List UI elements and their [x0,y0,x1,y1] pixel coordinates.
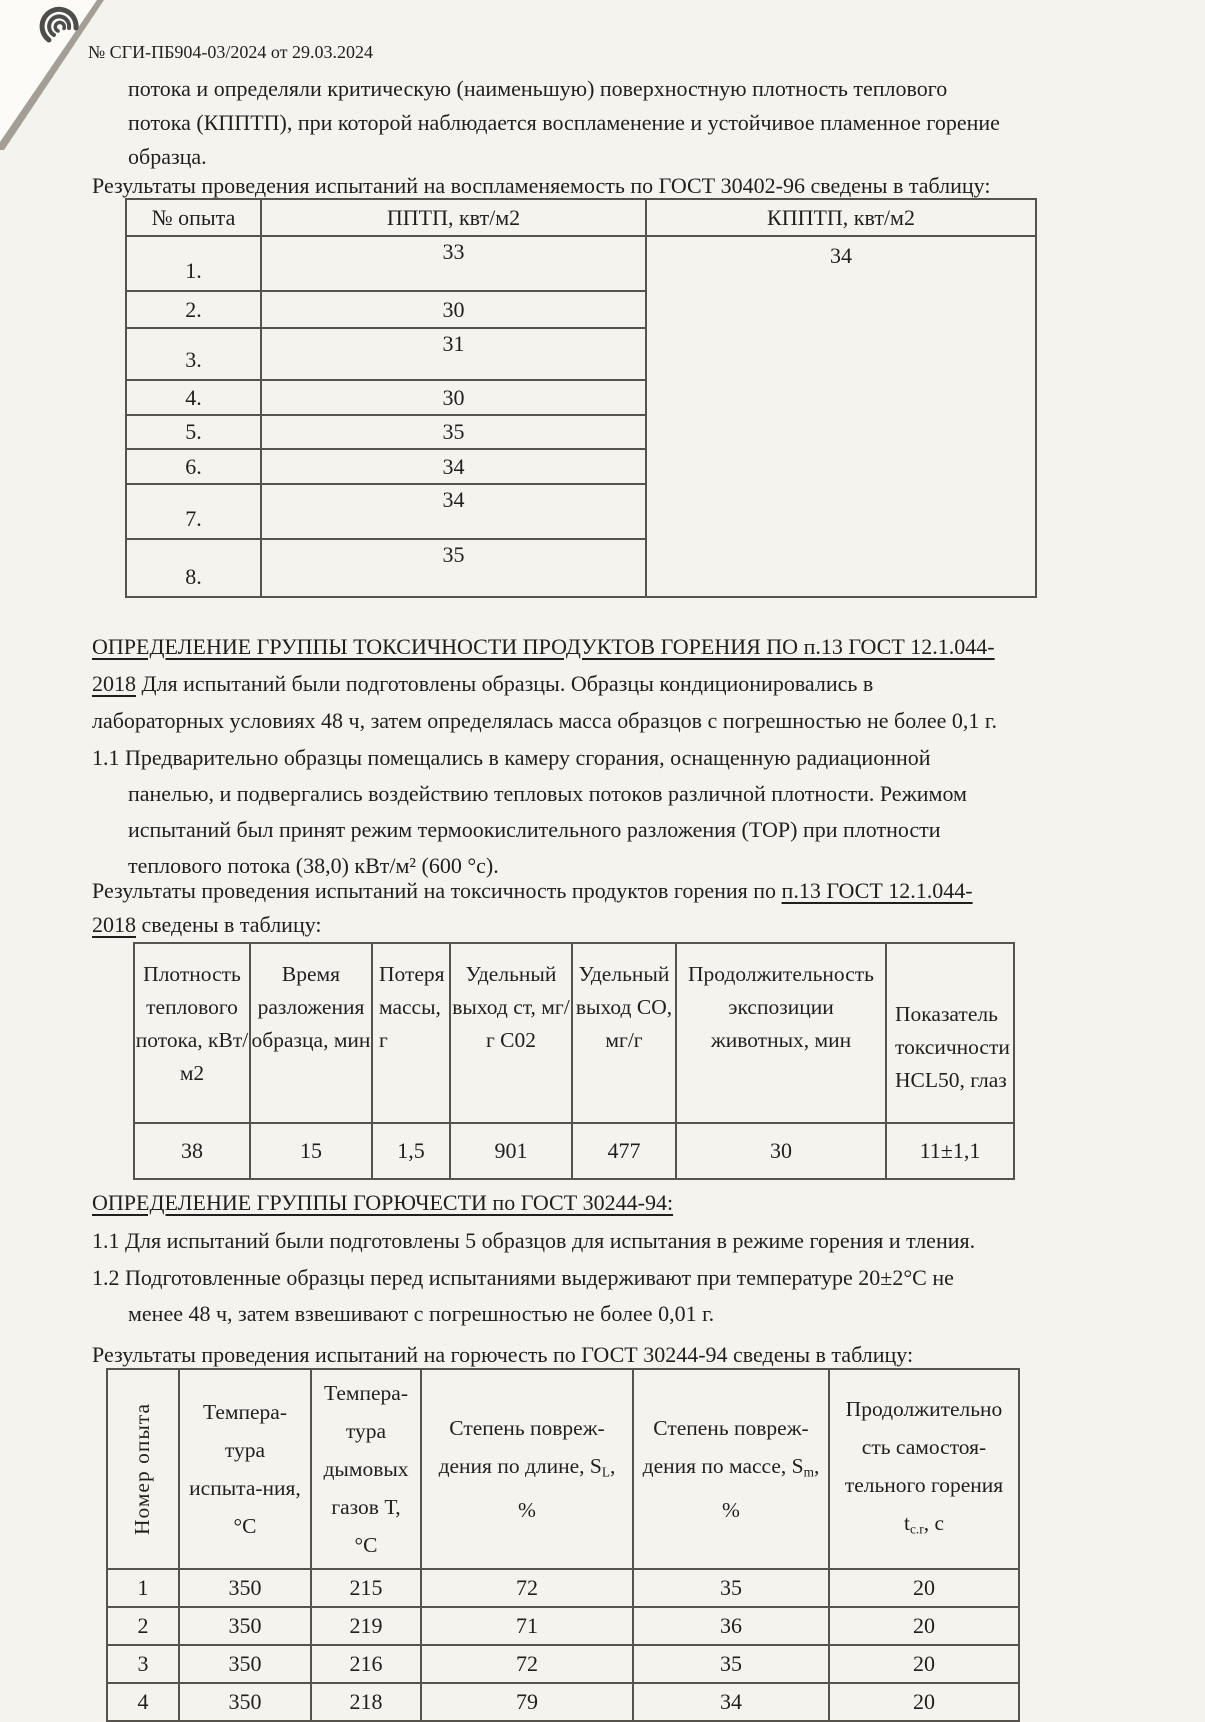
paragraph-line: 1.1 Предварительно образцы помещались в камеру сгорания, оснащенную радиационной [92,745,931,770]
caption-text: сведены в таблицу: [136,912,322,937]
paragraph-line: испытаний был принят режим термоокислительного разложения (ТОР) при плотности [128,817,941,842]
experiment-number-cell: 4. [126,380,261,415]
value-cell: 218 [311,1683,421,1721]
pptp-value-cell: 35 [261,415,646,449]
toxicity-item-1-1 [92,740,967,884]
toxicity-section-heading-year: 2018 [92,671,136,696]
gost-reference: 2018 [92,912,136,937]
experiment-number-cell: 5. [126,415,261,449]
value-cell: 20 [829,1683,1019,1721]
flammability-caption: Результаты проведения испытаний на воспламеняемость по ГОСТ 30402-96 сведены в таблицу: [92,173,991,198]
header-text: Степень повреж-дения по длине, S [438,1415,605,1478]
page-curl [0,0,130,160]
value-cell: 477 [572,1123,676,1179]
value-cell: 350 [179,1683,311,1721]
experiment-number-cell: 6. [126,449,261,484]
damage-by-mass-header [633,1369,829,1569]
value-cell: 72 [421,1569,633,1607]
test-temperature-header: Темпера-тура испыта-ния, °С [179,1369,311,1569]
experiment-number-cell: 1. [126,236,261,291]
value-cell: 34 [633,1683,829,1721]
toxicity-header-row [134,943,1014,1123]
combustibility-caption: Результаты проведения испытаний на горючесть по ГОСТ 30244-94 сведены в таблицу: [92,1342,914,1367]
toxicity-caption [92,874,973,942]
table-row [107,1645,1019,1683]
header-text: , % [722,1453,820,1523]
table-row [107,1569,1019,1607]
value-cell: 72 [421,1645,633,1683]
value-cell: 219 [311,1607,421,1645]
pptp-value-cell: 33 [261,236,646,291]
value-cell: 1,5 [372,1123,450,1179]
heat-flux-density-header: Плотность теплового потока, кВт/м2 [134,943,250,1123]
flammability-header-row [126,199,1036,236]
experiment-number-cell: 7. [126,484,261,539]
value-cell: 2 [107,1607,179,1645]
caption-text: Результаты проведения испытаний на токсичность продуктов горения по [92,878,782,903]
value-cell: 20 [829,1569,1019,1607]
value-cell: 36 [633,1607,829,1645]
pptp-value-cell: 30 [261,380,646,415]
co2-yield-header: Удельный выход ст, мг/г С02 [450,943,572,1123]
value-cell: 15 [250,1123,372,1179]
value-cell: 350 [179,1607,311,1645]
experiment-number-header: № опыта [126,199,261,236]
co-yield-header: Удельный выход СО, мг/г [572,943,676,1123]
value-cell: 79 [421,1683,633,1721]
value-cell: 38 [134,1123,250,1179]
value-cell: 215 [311,1569,421,1607]
value-cell: 35 [633,1569,829,1607]
combustibility-item-1-1: 1.1 Для испытаний были подготовлены 5 образцов для испытания в режиме горения и тления. [92,1228,976,1253]
value-cell: 35 [633,1645,829,1683]
paragraph-line: панелью, и подвергались воздействию тепловых потоков различной плотности. Режимом [128,781,967,806]
combustibility-item-1-2 [92,1260,954,1332]
pptp-header: ППТП, квт/м2 [261,199,646,236]
toxicity-section-heading: ОПРЕДЕЛЕНИЕ ГРУППЫ ТОКСИЧНОСТИ ПРОДУКТОВ ГОРЕНИЯ ПО п.13 ГОСТ 12.1.044- [92,634,995,659]
toxicity-section-heading-line2 [92,665,997,702]
value-cell: 20 [829,1607,1019,1645]
combustibility-table [106,1368,1020,1722]
decomposition-time-header: Время разложения образца, мин [250,943,372,1123]
flammability-table [125,198,1037,598]
pptp-value-cell: 34 [261,449,646,484]
header-text: , % [518,1453,616,1523]
toxicity-section-heading-line1 [92,628,997,665]
paragraph-line: теплового потока (38,0) кВт/м² (600 °с). [128,853,499,878]
header-subscript: m [803,1464,814,1480]
value-cell: 901 [450,1123,572,1179]
toxicity-intro-text: Для испытаний были подготовлены образцы. Образцы кондиционировались в [136,671,874,696]
self-burning-duration-header [829,1369,1019,1569]
value-cell: 350 [179,1569,311,1607]
toxicity-caption-line2 [92,908,973,942]
table-row [107,1683,1019,1721]
pptp-value-cell: 34 [261,484,646,539]
kpptp-value-cell: 34 [646,236,1036,597]
vertical-header-text: Номер опыта [130,1402,155,1536]
toxicity-index-header: Показатель токсичности HCL50, глаз [886,943,1014,1123]
header-subscript: c.r [910,1521,924,1537]
kpptp-header: КППТП, квт/м2 [646,199,1036,236]
value-cell: 4 [107,1683,179,1721]
table-row [126,236,1036,291]
header-text: Степень повреж-дения по массе, S [642,1415,809,1478]
paragraph-line: менее 48 ч, затем взвешивают с погрешностью не более 0,01 г. [128,1301,715,1326]
experiment-number-cell: 3. [126,328,261,380]
header-subscript: L [601,1464,611,1480]
gost-reference: п.13 ГОСТ 12.1.044- [781,878,973,903]
header-text: Продолжительно сть самостоя-тельного горения t [844,1396,1004,1535]
header-text: , с [923,1510,944,1535]
combustibility-heading-text: ОПРЕДЕЛЕНИЕ ГРУППЫ ГОРЮЧЕСТИ по ГОСТ 30244-94: [92,1190,674,1215]
experiment-number-header [107,1369,179,1569]
toxicity-data-row [134,1123,1014,1179]
experiment-number-cell: 8. [126,539,261,597]
intro-line: образца. [128,144,207,169]
mass-loss-header: Потеря массы, г [372,943,450,1123]
damage-by-length-header [421,1369,633,1569]
combustibility-heading [92,1184,673,1221]
intro-paragraph [128,72,1000,174]
value-cell: 71 [421,1607,633,1645]
toxicity-table [133,942,1015,1180]
toxicity-section [92,628,997,739]
pptp-value-cell: 30 [261,291,646,328]
intro-line: потока (КППТП), при которой наблюдается воспламенение и устойчивое пламенное горение [128,110,1000,135]
value-cell: 20 [829,1645,1019,1683]
value-cell: 1 [107,1569,179,1607]
spiral-logo-icon [36,4,82,50]
combustibility-header-row [107,1369,1019,1569]
paragraph-line: 1.2 Подготовленные образцы перед испытаниями выдерживают при температуре 20±2°С не [92,1265,954,1290]
pptp-value-cell: 35 [261,539,646,597]
value-cell: 30 [676,1123,886,1179]
value-cell: 216 [311,1645,421,1683]
pptp-value-cell: 31 [261,328,646,380]
value-cell: 11±1,1 [886,1123,1014,1179]
toxicity-caption-line1 [92,874,973,908]
intro-line: потока и определяли критическую (наименьшую) поверхностную плотность теплового [128,76,948,101]
value-cell: 350 [179,1645,311,1683]
value-cell: 3 [107,1645,179,1683]
smoke-gas-temperature-header: Темпера-тура дымовых газов Т, °С [311,1369,421,1569]
table-row [107,1607,1019,1645]
doc-number: № СГИ-ПБ904-03/2024 от 29.03.2024 [88,42,374,62]
exposure-duration-header: Продолжительность экспозиции животных, мин [676,943,886,1123]
experiment-number-cell: 2. [126,291,261,328]
toxicity-intro-text-line2: лабораторных условиях 48 ч, затем определялась масса образцов с погрешностью не более 0,1 г. [92,708,997,733]
